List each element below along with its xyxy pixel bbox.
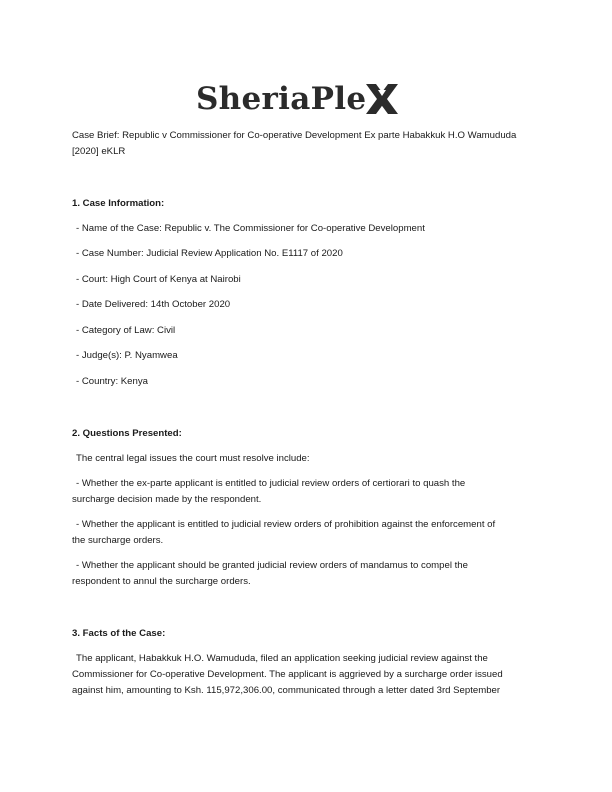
case-info-item: - Court: High Court of Kenya at Nairobi	[76, 274, 241, 285]
brief-title-line1: Case Brief: Republic v Commissioner for Co-operative Development Ex parte Habakkuk H.O Wamududa	[72, 130, 517, 141]
facts-line1: The applicant, Habakkuk H.O. Wamududa, filed an application seeking judicial review against the	[76, 653, 488, 664]
case-info-item: - Category of Law: Civil	[76, 325, 176, 336]
section-heading-questions: 2. Questions Presented:	[72, 428, 182, 439]
x-logo-icon	[364, 82, 400, 116]
case-info-item: - Name of the Case: Republic v. The Commissioner for Co-operative Development	[76, 223, 425, 234]
facts-line3: against him, amounting to Ksh. 115,972,306.00, communicated through a letter dated 3rd September	[72, 685, 501, 696]
case-info-item: - Country: Kenya	[76, 376, 148, 387]
case-info-item: - Date Delivered: 14th October 2020	[76, 299, 231, 310]
question-2-line2: the surcharge orders.	[72, 535, 164, 546]
facts-line2: Commissioner for Co-operative Development. The applicant is aggrieved by a surcharge order issued	[72, 669, 503, 680]
questions-intro: The central legal issues the court must resolve include:	[76, 453, 310, 464]
brief-title-line2: [2020] eKLR	[72, 146, 126, 157]
question-3-line1: - Whether the applicant should be granted judicial review orders of mandamus to compel the	[76, 560, 468, 571]
question-2-line1: - Whether the applicant is entitled to judicial review orders of prohibition against the enforcement of	[76, 519, 496, 530]
section-heading-case-information: 1. Case Information:	[72, 198, 165, 209]
question-3-line2: respondent to annul the surcharge orders.	[72, 576, 251, 587]
question-1-line2: surcharge decision made by the respondent.	[72, 494, 262, 505]
case-info-item: - Judge(s): P. Nyamwea	[76, 350, 178, 361]
section-heading-facts: 3. Facts of the Case:	[72, 628, 166, 639]
question-1-line1: - Whether the ex-parte applicant is entitled to judicial review orders of certiorari to quash the	[76, 478, 466, 489]
case-info-item: - Case Number: Judicial Review Application No. E1117 of 2020	[76, 248, 343, 259]
logo-wordmark: SheriaPle	[196, 81, 367, 117]
sheriaplex-logo	[196, 80, 418, 118]
